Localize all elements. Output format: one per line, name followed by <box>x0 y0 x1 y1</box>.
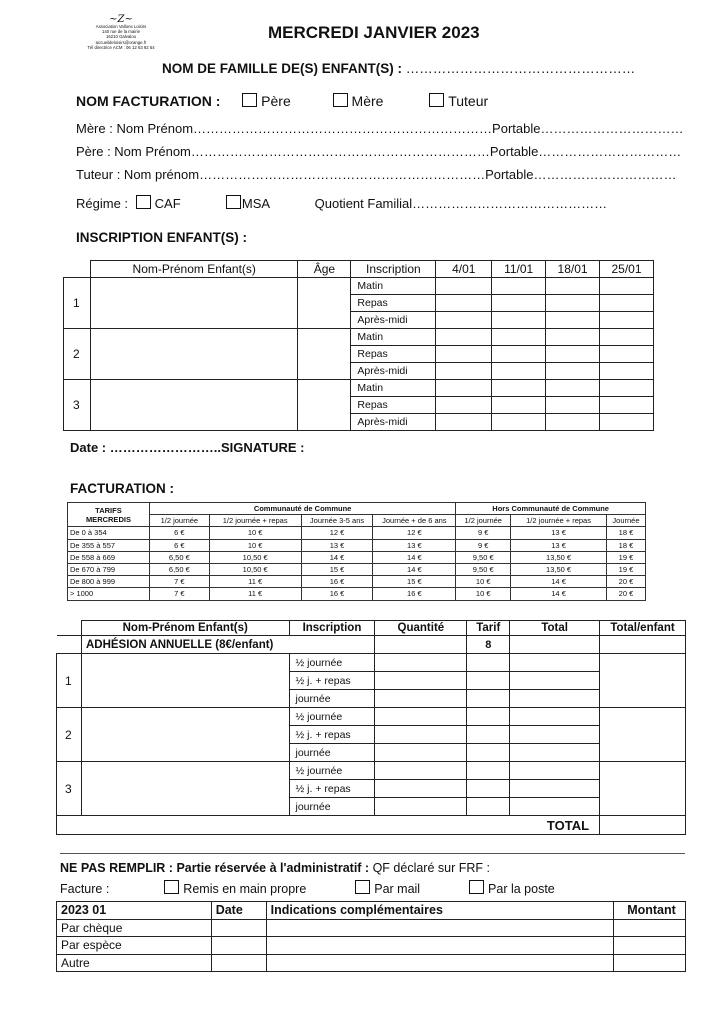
payment-table <box>56 901 686 972</box>
table-row <box>57 954 686 972</box>
total-cell[interactable] <box>510 690 600 708</box>
slot-label: Après-midi <box>351 414 436 431</box>
price-cell: 13 € <box>301 539 373 551</box>
mother-checkbox[interactable] <box>333 93 348 107</box>
price-cell: 13 € <box>511 527 607 539</box>
facturation-title: FACTURATION : <box>70 481 174 496</box>
guardian-checkbox[interactable] <box>429 93 444 107</box>
date-cell[interactable] <box>600 414 654 431</box>
page-title: MERCREDI JANVIER 2023 <box>268 23 480 42</box>
price-cell: 14 € <box>373 563 456 575</box>
qf-range: De 355 à 557 <box>68 539 150 551</box>
price-cell: 13,50 € <box>511 563 607 575</box>
slot-label: Matin <box>351 380 436 397</box>
date-cell[interactable] <box>600 312 654 329</box>
date-cell[interactable] <box>436 329 492 346</box>
price-cell: 13 € <box>511 539 607 551</box>
mother-name-label: Mère : Nom Prénom <box>76 121 194 136</box>
father-phone-label: Portable <box>489 144 539 159</box>
msa-checkbox[interactable] <box>226 195 241 209</box>
total-child-cell[interactable] <box>600 654 686 708</box>
guardian-name-label: Tuteur : Nom prénom <box>76 167 200 182</box>
col-header: Journée + de 6 ans <box>373 515 456 527</box>
price-cell: 11 € <box>209 588 301 600</box>
tarif-cell[interactable] <box>467 780 510 798</box>
price-cell: 10 € <box>209 527 301 539</box>
date-cell[interactable] <box>600 380 654 397</box>
price-cell: 12 € <box>373 527 456 539</box>
org-line: Association Vallons Loisirs <box>95 24 147 29</box>
header-date-2501: 25/01 <box>600 261 654 278</box>
total-cell[interactable] <box>510 780 600 798</box>
price-cell: 19 € <box>606 563 645 575</box>
qf-dots[interactable]: ……………………………………… <box>412 196 608 211</box>
table-row <box>57 708 686 726</box>
section-divider <box>60 853 685 854</box>
col-header: 1/2 journée <box>456 515 511 527</box>
total-child-cell[interactable] <box>600 762 686 816</box>
tarif-cell[interactable] <box>467 798 510 816</box>
admin-header <box>60 861 490 875</box>
header-inscription: Inscription <box>351 261 436 278</box>
father-phone-dots: …………………………… <box>538 144 682 159</box>
tariff-group-row <box>68 503 646 515</box>
price-cell: 6,50 € <box>149 551 209 563</box>
adhesion-total[interactable] <box>510 636 600 654</box>
col-header: Journée <box>606 515 645 527</box>
adhesion-quantity[interactable] <box>375 636 467 654</box>
date-cell[interactable] <box>600 329 654 346</box>
table-row <box>68 588 646 600</box>
header-child-name: Nom-Prénom Enfant(s) <box>81 621 289 636</box>
header-total-per-child: Total/enfant <box>600 621 686 636</box>
father-option: Père <box>261 93 291 109</box>
tarif-cell[interactable] <box>467 762 510 780</box>
price-cell: 9 € <box>456 527 511 539</box>
quantity-cell[interactable] <box>375 798 467 816</box>
table-row <box>64 329 654 346</box>
group-communaute: Communauté de Commune <box>149 503 455 515</box>
date-cell[interactable] <box>546 312 600 329</box>
quantity-cell[interactable] <box>375 762 467 780</box>
option-label: ½ journée <box>289 654 375 672</box>
slot-label: Repas <box>351 397 436 414</box>
slot-label: Repas <box>351 346 436 363</box>
price-cell: 20 € <box>606 576 645 588</box>
grand-total-row <box>57 816 686 835</box>
payment-notes-cell[interactable] <box>266 954 613 972</box>
price-cell: 11 € <box>209 576 301 588</box>
child-name-cell[interactable] <box>90 329 298 380</box>
price-cell: 10 € <box>456 576 511 588</box>
invoice-header-row <box>57 621 686 636</box>
registration-header-row <box>64 261 654 278</box>
price-cell: 6 € <box>149 539 209 551</box>
date-cell[interactable] <box>436 278 492 295</box>
date-cell[interactable] <box>492 278 546 295</box>
hand-delivered-checkbox[interactable] <box>164 880 179 894</box>
date-cell[interactable] <box>492 380 546 397</box>
header-quantity: Quantité <box>375 621 467 636</box>
father-checkbox[interactable] <box>242 93 257 107</box>
org-line: Tél directrice ACM : 06 12 63 92 54 <box>87 44 155 50</box>
date-signature-line[interactable]: Date : ……………………..SIGNATURE : <box>70 440 305 455</box>
table-row <box>68 539 646 551</box>
option-label: ½ journée <box>289 762 375 780</box>
price-cell: 13,50 € <box>511 551 607 563</box>
price-cell: 6,50 € <box>149 563 209 575</box>
quantity-cell[interactable] <box>375 780 467 798</box>
payment-header-row <box>57 902 686 920</box>
quantity-cell[interactable] <box>375 672 467 690</box>
option-label: journée <box>289 744 375 762</box>
child-name-cell[interactable] <box>81 654 289 708</box>
empty-corner <box>64 261 91 278</box>
price-cell: 13 € <box>373 539 456 551</box>
mother-option: Mère <box>351 93 384 109</box>
payment-amount-cell[interactable] <box>614 937 686 955</box>
date-cell[interactable] <box>492 329 546 346</box>
price-cell: 10 € <box>209 539 301 551</box>
date-cell[interactable] <box>436 312 492 329</box>
mother-name-dots: …………………………………………………………… <box>193 121 493 136</box>
org-line: 16210 Galvalou <box>105 34 137 40</box>
header-amount: Montant <box>614 902 686 920</box>
msa-option: MSA <box>241 196 270 211</box>
registration-table <box>63 260 654 431</box>
col-header: Journée 3-5 ans <box>301 515 373 527</box>
table-row <box>57 919 686 937</box>
date-cell[interactable] <box>546 295 600 312</box>
date-cell[interactable] <box>492 397 546 414</box>
payment-method: Par chèque <box>57 919 212 937</box>
post-option: Par la poste <box>488 882 555 896</box>
guardian-line[interactable] <box>76 167 676 182</box>
qf-label: Quotient Familial <box>314 196 413 211</box>
child-number: 2 <box>57 708 82 762</box>
header-inscription: Inscription <box>289 621 375 636</box>
child-name-cell[interactable] <box>81 708 289 762</box>
price-cell: 19 € <box>606 551 645 563</box>
adhesion-total-child[interactable] <box>600 636 686 654</box>
empty-corner <box>57 621 82 636</box>
option-label: journée <box>289 690 375 708</box>
option-label: ½ j. + repas <box>289 726 375 744</box>
payment-notes-cell[interactable] <box>266 919 613 937</box>
option-label: journée <box>289 798 375 816</box>
price-cell: 14 € <box>373 551 456 563</box>
header-tarif: Tarif <box>467 621 510 636</box>
tarifs-label: TARIFS <box>95 505 122 515</box>
quantity-cell[interactable] <box>375 708 467 726</box>
date-cell[interactable] <box>436 414 492 431</box>
header-period: 2023 01 <box>57 902 212 920</box>
hand-delivered-option: Remis en main propre <box>183 882 307 896</box>
payment-amount-cell[interactable] <box>614 954 686 972</box>
child-age-cell[interactable] <box>298 329 351 380</box>
payment-date-cell[interactable] <box>211 919 266 937</box>
date-cell[interactable] <box>546 380 600 397</box>
price-cell: 9 € <box>456 539 511 551</box>
regime-label: Régime : <box>76 196 129 211</box>
org-line: 140 rue de la mairie <box>102 29 140 35</box>
slot-label: Repas <box>351 295 436 312</box>
qf-range: > 1000 <box>68 588 150 600</box>
price-cell: 7 € <box>149 576 209 588</box>
grand-total-value[interactable] <box>600 816 686 835</box>
tarif-cell[interactable] <box>467 672 510 690</box>
total-cell[interactable] <box>510 708 600 726</box>
date-cell[interactable] <box>436 363 492 380</box>
price-cell: 15 € <box>373 576 456 588</box>
child-number: 1 <box>64 278 91 329</box>
date-cell[interactable] <box>546 278 600 295</box>
quantity-cell[interactable] <box>375 744 467 762</box>
total-cell[interactable] <box>510 672 600 690</box>
date-cell[interactable] <box>546 414 600 431</box>
tarifs-label-cell <box>68 503 150 527</box>
guardian-phone-dots: …………………………… <box>533 167 677 182</box>
group-hors-communaute: Hors Communauté de Commune <box>456 503 646 515</box>
payment-method: Autre <box>57 954 212 972</box>
price-cell: 20 € <box>606 588 645 600</box>
adhesion-tarif: 8 <box>467 636 510 654</box>
guardian-phone-label: Portable <box>485 167 534 182</box>
date-cell[interactable] <box>492 414 546 431</box>
table-row <box>57 654 686 672</box>
header-age: Âge <box>298 261 351 278</box>
invoice-table <box>56 620 686 835</box>
inscription-title: INSCRIPTION ENFANT(S) : <box>76 230 247 245</box>
child-number: 1 <box>57 654 82 708</box>
guardian-name-dots: ………………………………………………………… <box>199 167 486 182</box>
price-cell: 14 € <box>511 588 607 600</box>
father-name-dots: …………………………………………………………… <box>190 144 490 159</box>
table-row <box>57 762 686 780</box>
total-cell[interactable] <box>510 744 600 762</box>
option-label: ½ j. + repas <box>289 672 375 690</box>
tarif-cell[interactable] <box>467 708 510 726</box>
grand-total-label: TOTAL <box>57 816 600 835</box>
price-cell: 12 € <box>301 527 373 539</box>
total-cell[interactable] <box>510 798 600 816</box>
child-name-cell[interactable] <box>90 278 298 329</box>
quantity-cell[interactable] <box>375 654 467 672</box>
empty-cell <box>57 636 82 654</box>
col-header: 1/2 journée + repas <box>209 515 301 527</box>
date-cell[interactable] <box>600 363 654 380</box>
mother-phone-label: Portable <box>492 121 541 136</box>
date-cell[interactable] <box>436 397 492 414</box>
slot-label: Matin <box>351 278 436 295</box>
price-cell: 16 € <box>301 588 373 600</box>
tarif-cell[interactable] <box>467 690 510 708</box>
date-cell[interactable] <box>600 278 654 295</box>
payment-notes-cell[interactable] <box>266 937 613 955</box>
table-row <box>68 551 646 563</box>
email-checkbox[interactable] <box>355 880 370 894</box>
tarif-cell[interactable] <box>467 744 510 762</box>
regime-row <box>76 195 607 211</box>
price-cell: 6 € <box>149 527 209 539</box>
child-age-cell[interactable] <box>298 278 351 329</box>
date-cell[interactable] <box>492 363 546 380</box>
payment-date-cell[interactable] <box>211 954 266 972</box>
header-indications: Indications complémentaires <box>266 902 613 920</box>
header-date-1101: 11/01 <box>492 261 546 278</box>
price-cell: 15 € <box>301 563 373 575</box>
child-number: 3 <box>64 380 91 431</box>
date-cell[interactable] <box>546 329 600 346</box>
option-label: ½ journée <box>289 708 375 726</box>
guardian-option: Tuteur <box>448 93 489 109</box>
date-cell[interactable] <box>436 295 492 312</box>
billing-name-row <box>76 93 488 109</box>
price-cell: 10,50 € <box>209 563 301 575</box>
date-cell[interactable] <box>492 312 546 329</box>
date-cell[interactable] <box>436 346 492 363</box>
date-cell[interactable] <box>492 295 546 312</box>
child-name-cell[interactable] <box>90 380 298 431</box>
header-date-1801: 18/01 <box>546 261 600 278</box>
qf-range: De 0 à 354 <box>68 527 150 539</box>
option-label: ½ j. + repas <box>289 780 375 798</box>
tarif-cell[interactable] <box>467 654 510 672</box>
slot-label: Après-midi <box>351 312 436 329</box>
total-cell[interactable] <box>510 654 600 672</box>
qf-range: De 800 à 999 <box>68 576 150 588</box>
invoice-method-row <box>60 880 555 896</box>
price-cell: 10 € <box>456 588 511 600</box>
tariff-table <box>67 502 646 601</box>
adhesion-label: ADHÉSION ANNUELLE (8€/enfant) <box>81 636 374 654</box>
father-name-label: Père : Nom Prénom <box>76 144 191 159</box>
admin-title: NE PAS REMPLIR : Partie réservée à l'administratif : <box>60 861 370 875</box>
org-line: accueildeloisirs@orange.fr <box>95 39 147 45</box>
table-row <box>64 278 654 295</box>
quantity-cell[interactable] <box>375 690 467 708</box>
header-date: Date <box>211 902 266 920</box>
child-surname-label: NOM DE FAMILLE DE(S) ENFANT(S) : <box>162 61 402 76</box>
price-cell: 7 € <box>149 588 209 600</box>
payment-method: Par espèce <box>57 937 212 955</box>
date-cell[interactable] <box>600 346 654 363</box>
table-row <box>57 937 686 955</box>
price-cell: 10,50 € <box>209 551 301 563</box>
date-cell[interactable] <box>546 363 600 380</box>
billing-label: NOM FACTURATION : <box>76 93 221 109</box>
tarif-cell[interactable] <box>467 726 510 744</box>
mother-phone-dots: …………………………… <box>540 121 684 136</box>
mother-line[interactable] <box>76 121 683 136</box>
adhesion-row <box>57 636 686 654</box>
mercredis-label: MERCREDIS <box>85 514 131 524</box>
table-row <box>64 380 654 397</box>
post-checkbox[interactable] <box>469 880 484 894</box>
table-row <box>68 576 646 588</box>
price-cell: 16 € <box>373 588 456 600</box>
date-cell[interactable] <box>600 397 654 414</box>
price-cell: 18 € <box>606 527 645 539</box>
col-header: 1/2 journée + repas <box>511 515 607 527</box>
table-row <box>68 527 646 539</box>
price-cell: 9,50 € <box>456 563 511 575</box>
logo-signature: ~Z~ <box>109 14 133 25</box>
price-cell: 14 € <box>511 576 607 588</box>
father-line[interactable] <box>76 144 681 159</box>
child-age-cell[interactable] <box>298 380 351 431</box>
child-surname-dots: …………………………………………… <box>405 61 636 76</box>
quantity-cell[interactable] <box>375 726 467 744</box>
header-total: Total <box>510 621 600 636</box>
slot-label: Matin <box>351 329 436 346</box>
qf-range: De 558 à 669 <box>68 551 150 563</box>
price-cell: 14 € <box>301 551 373 563</box>
price-cell: 9,50 € <box>456 551 511 563</box>
payment-date-cell[interactable] <box>211 937 266 955</box>
child-surname-line[interactable] <box>162 61 635 76</box>
total-child-cell[interactable] <box>600 708 686 762</box>
table-row <box>68 563 646 575</box>
slot-label: Après-midi <box>351 363 436 380</box>
header-date-0401: 4/01 <box>436 261 492 278</box>
col-header: 1/2 journée <box>149 515 209 527</box>
date-cell[interactable] <box>436 380 492 397</box>
caf-checkbox[interactable] <box>136 195 151 209</box>
date-cell[interactable] <box>492 346 546 363</box>
price-cell: 16 € <box>301 576 373 588</box>
association-logo <box>76 16 166 50</box>
facture-label: Facture : <box>60 882 110 896</box>
child-name-cell[interactable] <box>81 762 289 816</box>
admin-qf-label: QF déclaré sur FRF : <box>372 861 490 875</box>
qf-range: De 670 à 799 <box>68 563 150 575</box>
date-cell[interactable] <box>600 295 654 312</box>
date-cell[interactable] <box>546 397 600 414</box>
total-cell[interactable] <box>510 726 600 744</box>
payment-amount-cell[interactable] <box>614 919 686 937</box>
total-cell[interactable] <box>510 762 600 780</box>
price-cell: 18 € <box>606 539 645 551</box>
tariff-header-row <box>68 515 646 527</box>
child-number: 2 <box>64 329 91 380</box>
email-option: Par mail <box>374 882 421 896</box>
date-cell[interactable] <box>546 346 600 363</box>
caf-option: CAF <box>154 196 181 211</box>
child-number: 3 <box>57 762 82 816</box>
header-child-name: Nom-Prénom Enfant(s) <box>90 261 298 278</box>
